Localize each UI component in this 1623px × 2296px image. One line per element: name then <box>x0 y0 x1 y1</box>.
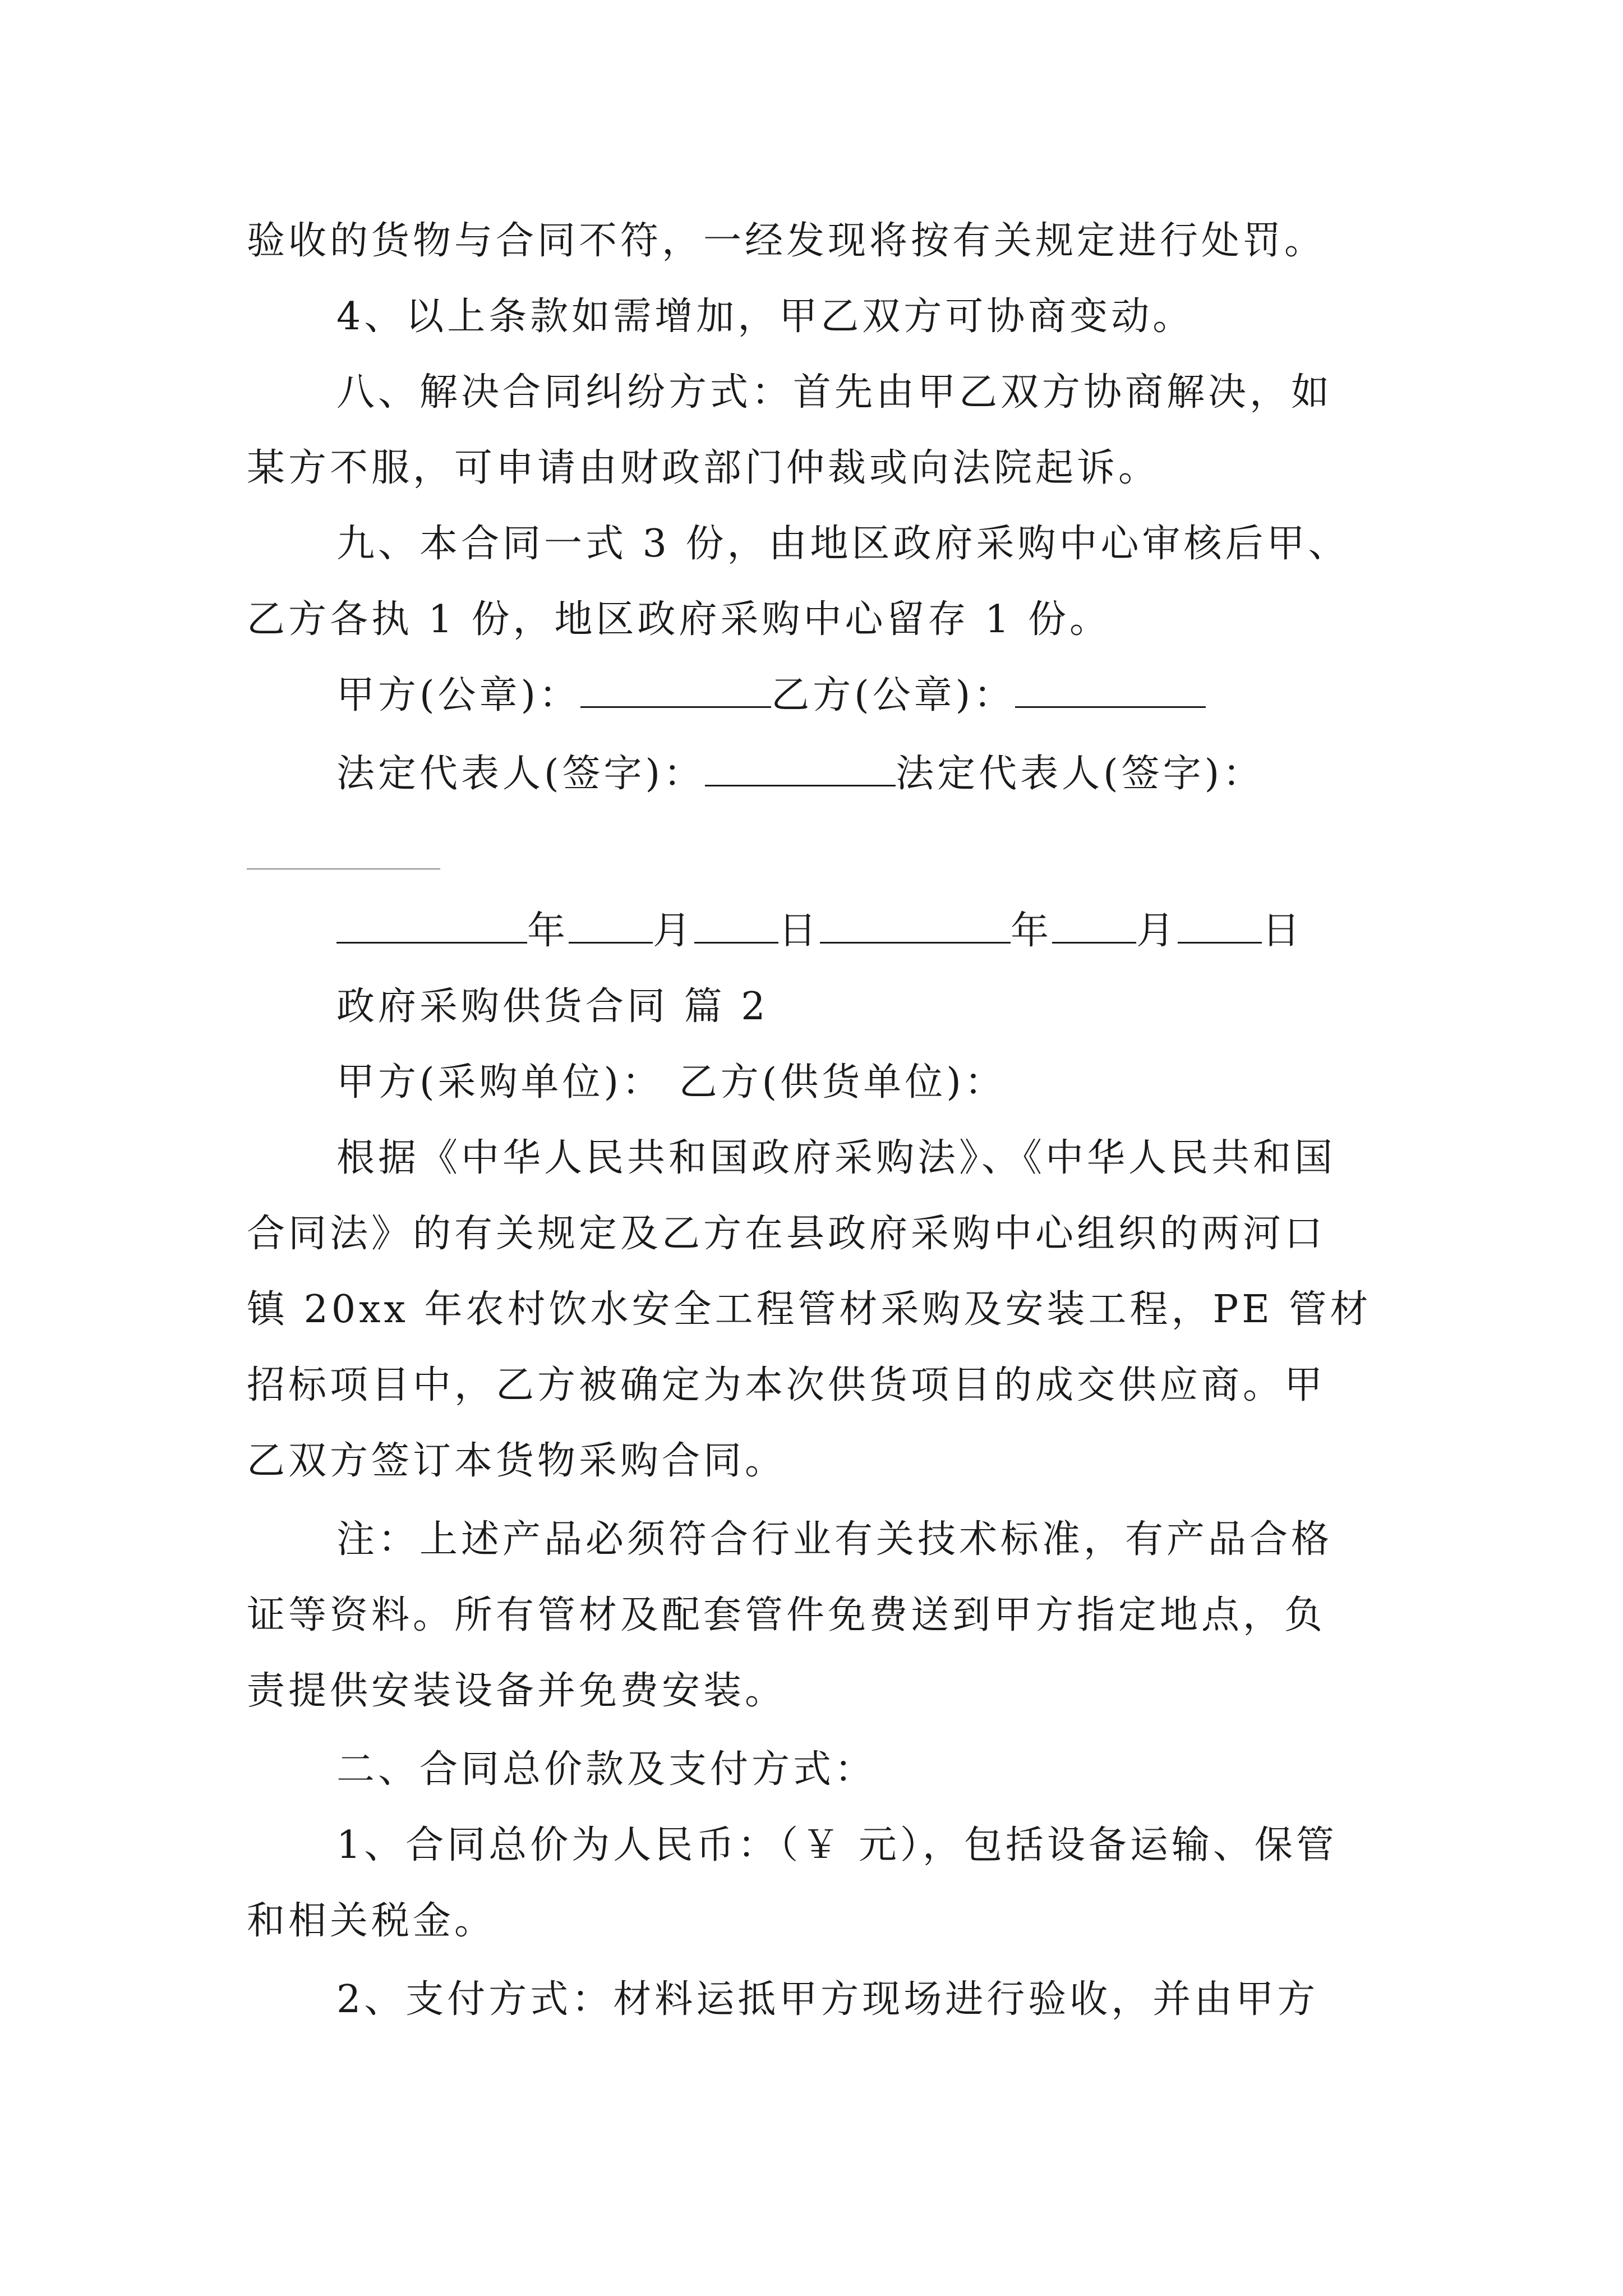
party-b-rep-label: 法定代表人(签字)： <box>896 752 1265 796</box>
paragraph-line: 镇 20xx 年农村饮水安全工程管材采购及安装工程，PE 管材 <box>247 1287 1372 1332</box>
paragraph-line: 招标项目中，乙方被确定为本次供货项目的成交供应商。甲 <box>247 1363 1326 1407</box>
party-b-seal-label: 乙方(公章)： <box>771 673 1016 717</box>
paragraph-line: 根据《中华人民共和国政府采购法》、《中华人民共和国 <box>336 1136 1336 1180</box>
day-label: 日 <box>1262 909 1304 953</box>
signature-blank <box>247 868 440 869</box>
paragraph-line: 合同法》的有关规定及乙方在县政府采购中心组织的两河口 <box>247 1212 1326 1256</box>
year-label: 年 <box>527 909 569 953</box>
paragraph-line: 1、合同总价为人民币：（￥ 元），包括设备运输、保管 <box>336 1823 1338 1867</box>
signature-blank <box>580 674 771 708</box>
paragraph-line: 乙方各执 1 份，地区政府采购中心留存 1 份。 <box>247 597 1111 642</box>
month-label: 月 <box>653 909 695 953</box>
date-blank <box>1178 909 1262 944</box>
date-blank <box>1052 909 1136 944</box>
paragraph-line: 证等资料。所有管材及配套管件免费送到甲方指定地点，负 <box>247 1593 1326 1637</box>
party-a-rep-label: 法定代表人(签字)： <box>336 752 706 796</box>
signature-blank <box>705 752 896 786</box>
section-heading: 政府采购供货合同 篇 2 <box>336 984 769 1029</box>
day-label: 日 <box>778 909 820 953</box>
party-labels-line: 甲方(采购单位)： 乙方(供货单位)： <box>336 1060 1006 1105</box>
year-label: 年 <box>1011 909 1053 953</box>
paragraph-line: 乙双方签订本货物采购合同。 <box>247 1439 787 1483</box>
paragraph-line: 某方不服，可申请由财政部门仲裁或向法院起诉。 <box>247 446 1160 490</box>
paragraph-line: 九、本合同一式 3 份，由地区政府采购中心审核后甲、 <box>336 522 1350 566</box>
section-heading: 二、合同总价款及支付方式： <box>336 1747 877 1792</box>
paragraph-line: 和相关税金。 <box>247 1899 496 1943</box>
party-a-seal-label: 甲方(公章)： <box>336 673 581 717</box>
paragraph-line: 验收的货物与合同不符，一经发现将按有关规定进行处罚。 <box>247 219 1326 263</box>
date-blank <box>820 909 1011 944</box>
date-blank <box>336 909 527 944</box>
paragraph-line: 4、以上条款如需增加，甲乙双方可协商变动。 <box>336 295 1195 339</box>
paragraph-line: 2、支付方式：材料运抵甲方现场进行验收，并由甲方 <box>336 1977 1319 2022</box>
paragraph-line: 责提供安装设备并免费安装。 <box>247 1669 787 1713</box>
signature-seal-line <box>336 673 1206 718</box>
date-blank <box>569 909 653 944</box>
representative-line <box>336 752 1264 797</box>
paragraph-line: 八、解决合同纠纷方式：首先由甲乙双方协商解决，如 <box>336 370 1333 415</box>
month-label: 月 <box>1136 909 1178 953</box>
date-blank <box>694 909 778 944</box>
date-line <box>336 909 1303 954</box>
signature-blank <box>1015 674 1206 708</box>
paragraph-line: 注：上述产品必须符合行业有关技术标准，有产品合格 <box>336 1517 1333 1562</box>
